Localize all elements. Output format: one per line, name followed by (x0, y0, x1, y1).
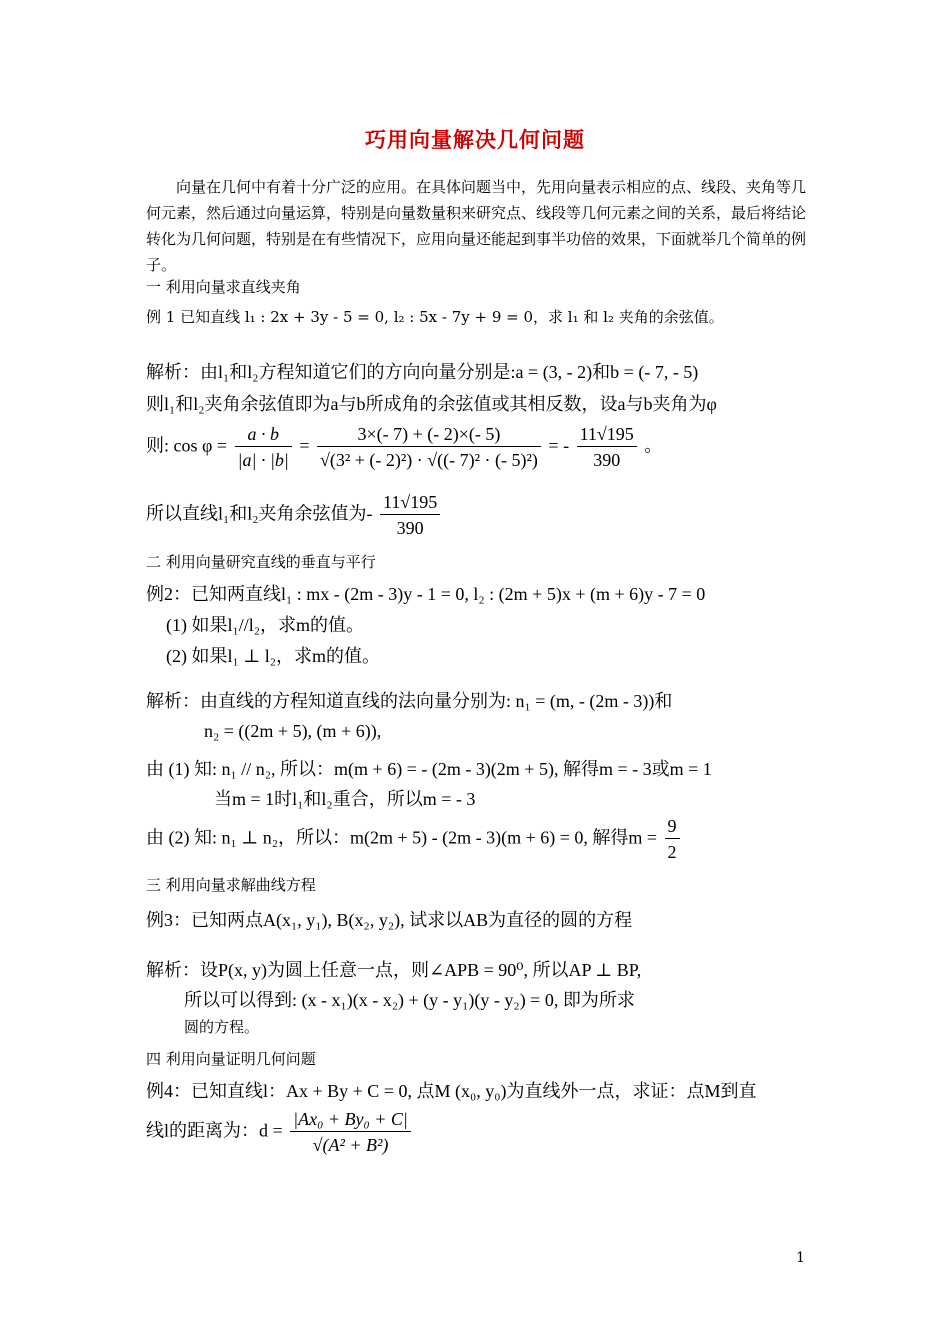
solution-2-line-5-prefix: 由 (2) 知: n₁ ⊥ n₂，所以：m(2m + 5) - (2m - 3)(m + 6) = 0, 解得m = (146, 827, 658, 848)
solution-2-line-1: 解析：由直线的方程知道直线的法向量分别为: n₁ = (m, - (2m - 3))和 (146, 691, 673, 711)
distance-denominator: √(A² + B²) (312, 1135, 389, 1155)
solution-2-line-3: 由 (1) 知: n₁ // n₂, 所以：m(m + 6) = - (2m - 3)(2m + 5), 解得m = - 3或m = 1 (146, 759, 712, 779)
distance-fraction (290, 1107, 411, 1158)
solution-2-fraction-numerator: 9 (665, 814, 680, 839)
solution-2-fraction-denominator: 2 (667, 842, 677, 862)
equals-minus: = - (548, 435, 570, 456)
question-2-1: (1) 如果l₁//l₂，求m的值。 (166, 615, 365, 635)
question-2-2: (2) 如果l₁ ⊥ l₂，求m的值。 (166, 646, 380, 666)
solution-3-line-1: 解析：设P(x, y)为圆上任意一点，则∠APB = 90⁰, 所以AP ⊥ BP, (146, 960, 642, 980)
solution-2-line-4: 当m = 1时l₁和l₂重合，所以m = - 3 (214, 789, 476, 809)
formula-period: 。 (644, 435, 663, 456)
solution-2-fraction (665, 814, 680, 865)
section-1-heading: 一 利用向量求直线夹角 (146, 278, 301, 296)
cosine-fraction-2-numerator: 3×(- 7) + (- 2)×(- 5) (317, 422, 541, 447)
section-4-heading: 四 利用向量证明几何问题 (146, 1050, 316, 1068)
cosine-fraction-2-denominator: √(3² + (- 2)²) · √((- 7)² · (- 5)²) (320, 450, 538, 470)
cosine-prefix: 则: cos φ = (146, 435, 228, 456)
answer-1-fraction (380, 490, 440, 541)
example-4-line-1: 例4：已知直线l：Ax + By + C = 0, 点M (x₀, y₀)为直线外一点，求证：点M到直 (146, 1081, 757, 1101)
solution-3-line-2: 所以可以得到: (x - x₁)(x - x₂) + (y - y₁)(y - y₂) = 0, 即为所求 (184, 990, 635, 1010)
answer-1-prefix: 所以直线l₁和l₂夹角余弦值为- (146, 503, 373, 524)
document-title: 巧用向量解决几何问题 (365, 128, 585, 152)
cosine-fraction-3-denominator: 390 (593, 450, 621, 470)
intro-paragraph: 向量在几何中有着十分广泛的应用。在具体问题当中，先用向量表示相应的点、线段、夹角等几何元素，然后通过向量运算，特别是向量数量积来研究点、线段等几何元素之间的关系，最后将结论转化为几何问题，特别是在有些情况下，应用向量还能起到事半功倍的效果，下面就举几个简单的例子。 (146, 178, 807, 274)
example-3: 例3：已知两点A(x₁, y₁), B(x₂, y₂), 试求以AB为直径的圆的方程 (146, 910, 633, 930)
cosine-fraction-1-denominator: |a| · |b| (237, 450, 289, 470)
solution-1-line-2: 则l₁和l₂夹角余弦值即为a与b所成角的余弦值或其相反数，设a与b夹角为φ (146, 394, 717, 414)
page-number: 1 (796, 1250, 805, 1266)
answer-1-denominator: 390 (396, 518, 424, 538)
solution-3-line-3: 圆的方程。 (184, 1018, 260, 1036)
example-4-prefix: 线l的距离为：d = (146, 1120, 283, 1141)
section-3-heading: 三 利用向量求解曲线方程 (146, 876, 316, 894)
distance-numerator: |Ax₀ + By₀ + C| (290, 1107, 411, 1132)
cosine-fraction-1-numerator: a · b (235, 422, 292, 447)
solution-2-line-5 (146, 814, 683, 865)
cosine-formula (146, 422, 662, 473)
cosine-fraction-1 (235, 422, 292, 473)
example-4-line-2 (146, 1107, 414, 1158)
solution-1-line-1: 解析：由l₁和l₂方程知道它们的方向向量分别是:a = (3, - 2)和b = (- 7, - 5) (146, 362, 699, 382)
cosine-fraction-3-numerator: 11√195 (577, 422, 637, 447)
solution-2-line-2: n₂ = ((2m + 5), (m + 6)), (204, 721, 382, 741)
answer-1 (146, 490, 443, 541)
example-2: 例2：已知两直线l₁ : mx - (2m - 3)y - 1 = 0, l₂ : (2m + 5)x + (m + 6)y - 7 = 0 (146, 584, 706, 604)
cosine-fraction-3 (577, 422, 637, 473)
answer-1-numerator: 11√195 (380, 490, 440, 515)
cosine-fraction-2 (317, 422, 541, 473)
equals-sign: = (299, 435, 310, 456)
section-2-heading: 二 利用向量研究直线的垂直与平行 (146, 553, 376, 571)
example-1: 例 1 已知直线 l₁ : 2x + 3y - 5 = 0, l₂ : 5x - 7y + 9 = 0，求 l₁ 和 l₂ 夹角的余弦值。 (146, 308, 724, 326)
